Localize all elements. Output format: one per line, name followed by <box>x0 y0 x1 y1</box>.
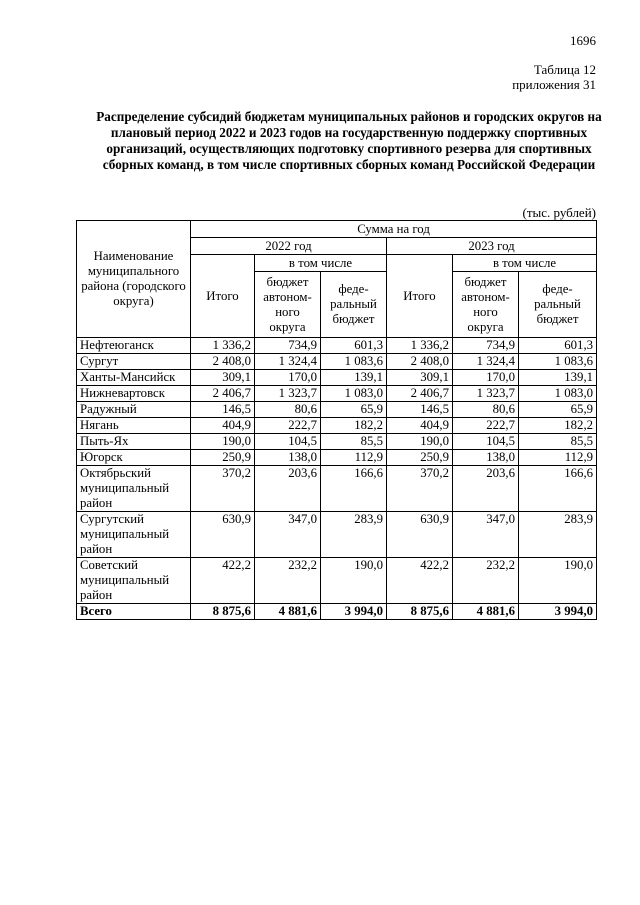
value-cell: 404,9 <box>191 418 255 434</box>
total-row <box>77 604 597 620</box>
value-cell: 65,9 <box>519 402 597 418</box>
table-row <box>77 418 597 434</box>
table-row <box>77 466 597 512</box>
value-cell: 283,9 <box>519 512 597 558</box>
value-cell: 65,9 <box>321 402 387 418</box>
value-cell: 146,5 <box>191 402 255 418</box>
value-cell: 370,2 <box>191 466 255 512</box>
value-cell: 1 323,7 <box>255 386 321 402</box>
header-okrug-budget-2023: бюджет автоном-ного округа <box>453 272 519 338</box>
value-cell: 4 881,6 <box>453 604 519 620</box>
value-cell: 3 994,0 <box>321 604 387 620</box>
row-name-cell: Югорск <box>77 450 191 466</box>
value-cell: 283,9 <box>321 512 387 558</box>
row-name-cell: Сургут <box>77 354 191 370</box>
value-cell: 370,2 <box>387 466 453 512</box>
row-name-cell: Нижневартовск <box>77 386 191 402</box>
value-cell: 2 406,7 <box>191 386 255 402</box>
value-cell: 734,9 <box>255 338 321 354</box>
value-cell: 182,2 <box>321 418 387 434</box>
value-cell: 104,5 <box>453 434 519 450</box>
value-cell: 80,6 <box>255 402 321 418</box>
table-row <box>77 434 597 450</box>
value-cell: 170,0 <box>255 370 321 386</box>
value-cell: 601,3 <box>321 338 387 354</box>
value-cell: 138,0 <box>453 450 519 466</box>
value-cell: 250,9 <box>387 450 453 466</box>
value-cell: 166,6 <box>519 466 597 512</box>
value-cell: 1 083,0 <box>321 386 387 402</box>
value-cell: 232,2 <box>453 558 519 604</box>
table-row <box>77 450 597 466</box>
value-cell: 203,6 <box>453 466 519 512</box>
value-cell: 630,9 <box>191 512 255 558</box>
value-cell: 422,2 <box>387 558 453 604</box>
value-cell: 3 994,0 <box>519 604 597 620</box>
value-cell: 404,9 <box>387 418 453 434</box>
value-cell: 2 408,0 <box>387 354 453 370</box>
value-cell: 309,1 <box>387 370 453 386</box>
header-year-2023: 2023 год <box>387 238 597 255</box>
value-cell: 222,7 <box>453 418 519 434</box>
value-cell: 1 324,4 <box>255 354 321 370</box>
value-cell: 2 406,7 <box>387 386 453 402</box>
value-cell: 1 336,2 <box>387 338 453 354</box>
value-cell: 734,9 <box>453 338 519 354</box>
row-name-cell: Всего <box>77 604 191 620</box>
table-row <box>77 402 597 418</box>
value-cell: 85,5 <box>321 434 387 450</box>
header-federal-budget-2023: феде-ральный бюджет <box>519 272 597 338</box>
header-total-2023: Итого <box>387 255 453 338</box>
value-cell: 138,0 <box>255 450 321 466</box>
value-cell: 190,0 <box>321 558 387 604</box>
value-cell: 309,1 <box>191 370 255 386</box>
table-ref-line2: приложения 31 <box>512 77 596 92</box>
value-cell: 190,0 <box>387 434 453 450</box>
value-cell: 166,6 <box>321 466 387 512</box>
units-label: (тыс. рублей) <box>522 205 596 220</box>
value-cell: 232,2 <box>255 558 321 604</box>
value-cell: 182,2 <box>519 418 597 434</box>
value-cell: 1 336,2 <box>191 338 255 354</box>
row-name-cell: Нягань <box>77 418 191 434</box>
value-cell: 112,9 <box>519 450 597 466</box>
value-cell: 139,1 <box>519 370 597 386</box>
header-name: Наименование муниципального района (городского округа) <box>77 221 191 338</box>
value-cell: 250,9 <box>191 450 255 466</box>
value-cell: 8 875,6 <box>191 604 255 620</box>
value-cell: 601,3 <box>519 338 597 354</box>
table-reference <box>470 62 596 92</box>
value-cell: 1 083,6 <box>321 354 387 370</box>
header-federal-budget-2022: феде-ральный бюджет <box>321 272 387 338</box>
value-cell: 8 875,6 <box>387 604 453 620</box>
table-row <box>77 512 597 558</box>
header-including-2022: в том числе <box>255 255 387 272</box>
subsidy-table <box>76 220 597 620</box>
table-row <box>77 370 597 386</box>
value-cell: 85,5 <box>519 434 597 450</box>
value-cell: 80,6 <box>453 402 519 418</box>
value-cell: 112,9 <box>321 450 387 466</box>
row-name-cell: Сургутский муниципальный район <box>77 512 191 558</box>
value-cell: 1 324,4 <box>453 354 519 370</box>
document-title: Распределение субсидий бюджетам муниципальных районов и городских округов на плановый период 2022 и 2023 годов на государственную поддержку спортивных организаций, осуществляющих подготовку спортивного резерва для спортивных сборных команд, в том числе спортивных сборных команд Российской Федерации <box>96 109 602 172</box>
table-row <box>77 354 597 370</box>
value-cell: 139,1 <box>321 370 387 386</box>
row-name-cell: Пыть-Ях <box>77 434 191 450</box>
header-total-2022: Итого <box>191 255 255 338</box>
header-year-2022: 2022 год <box>191 238 387 255</box>
value-cell: 222,7 <box>255 418 321 434</box>
row-name-cell: Нефтеюганск <box>77 338 191 354</box>
row-name-cell: Радужный <box>77 402 191 418</box>
value-cell: 203,6 <box>255 466 321 512</box>
table-row <box>77 338 597 354</box>
header-okrug-budget-2022: бюджет автоном-ного округа <box>255 272 321 338</box>
table-ref-line1: Таблица 12 <box>533 62 596 77</box>
header-sum-per-year: Сумма на год <box>191 221 597 238</box>
value-cell: 1 323,7 <box>453 386 519 402</box>
value-cell: 146,5 <box>387 402 453 418</box>
row-name-cell: Октябрьский муниципальный район <box>77 466 191 512</box>
value-cell: 630,9 <box>387 512 453 558</box>
value-cell: 1 083,6 <box>519 354 597 370</box>
row-name-cell: Советский муниципальный район <box>77 558 191 604</box>
page-number: 1696 <box>570 33 596 48</box>
table-row <box>77 386 597 402</box>
value-cell: 170,0 <box>453 370 519 386</box>
value-cell: 1 083,0 <box>519 386 597 402</box>
value-cell: 347,0 <box>453 512 519 558</box>
value-cell: 190,0 <box>191 434 255 450</box>
header-including-2023: в том числе <box>453 255 597 272</box>
value-cell: 2 408,0 <box>191 354 255 370</box>
table-row <box>77 558 597 604</box>
value-cell: 4 881,6 <box>255 604 321 620</box>
value-cell: 347,0 <box>255 512 321 558</box>
row-name-cell: Ханты-Мансийск <box>77 370 191 386</box>
value-cell: 104,5 <box>255 434 321 450</box>
value-cell: 422,2 <box>191 558 255 604</box>
value-cell: 190,0 <box>519 558 597 604</box>
